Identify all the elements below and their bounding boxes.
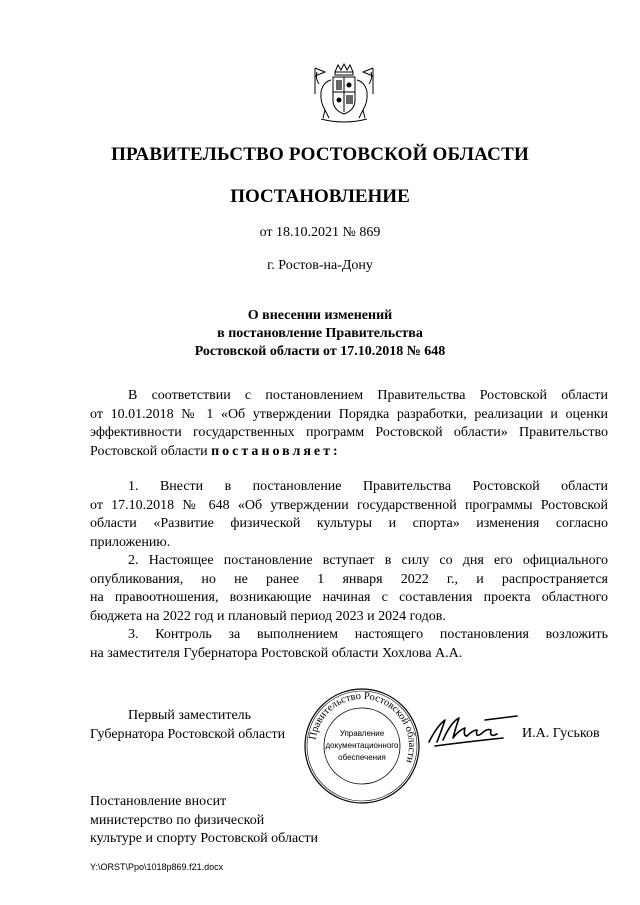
prepared-by-block	[90, 793, 318, 849]
handwritten-signature	[425, 712, 520, 752]
file-path-footer: Y:\ORST\Ppo\1018p869.f21.docx	[90, 862, 224, 872]
text-line: опубликования, но не ранее 1 января 2022 г., и распространяется	[90, 571, 608, 587]
document-date-number: от 18.10.2021 № 869	[259, 225, 381, 240]
text-line: от 10.01.2018 № 1 «Об утверждении Порядка разработки, реализации и оценки	[90, 406, 608, 422]
document-subject	[0, 307, 640, 361]
resolves-word: постановляет:	[211, 443, 341, 459]
prepared-by-line: министерство по физической	[90, 812, 265, 828]
prepared-by-line: культуре и спорту Ростовской области	[90, 831, 318, 847]
item-3-paragraph	[90, 626, 608, 663]
text-line: от 17.10.2018 № 648 «Об утверждении государственной программы Ростовской	[90, 497, 608, 513]
text-line: 1. Внести в постановление Правительства Ростовской области	[128, 479, 608, 494]
subject-line: О внесении изменений	[247, 308, 393, 323]
stamp-inner-line: документационного	[325, 741, 399, 750]
text-line	[90, 443, 608, 462]
stamp-ring-text: Правительство Ростовской области	[307, 690, 418, 765]
government-title: ПРАВИТЕЛЬСТВО РОСТОВСКОЙ ОБЛАСТИ	[111, 144, 529, 165]
text-line: на заместителя Губернатора Ростовской области Хохлова А.А.	[90, 645, 463, 661]
text-fragment: Ростовской области	[90, 443, 212, 459]
text-line: бюджета на 2022 год и плановый период 2023 и 2024 годов.	[90, 608, 446, 624]
item-2-paragraph	[90, 552, 608, 626]
text-line: приложению.	[90, 534, 171, 550]
text-line: 3. Контроль за выполнением настоящего постановления возложить	[128, 627, 608, 642]
document-city: г. Ростов-на-Дону	[267, 258, 373, 273]
text-line: 2. Настоящее постановление вступает в силу со дня его официального	[128, 553, 608, 568]
preamble-paragraph	[90, 387, 608, 461]
subject-line: в постановление Правительства	[217, 326, 423, 341]
stamp-inner-line: обеспечения	[338, 753, 386, 762]
text-line: В соответствии с постановлением Правительства Ростовской области	[128, 388, 608, 403]
position-line: Губернатора Ростовской области	[90, 726, 286, 742]
document-type: ПОСТАНОВЛЕНИЕ	[230, 186, 410, 207]
coat-of-arms-icon	[311, 62, 377, 124]
signatory-name: И.А. Гуськов	[522, 726, 600, 741]
text-line: области «Развитие физической культуры и спорта» изменения согласно	[90, 516, 608, 532]
prepared-by-line: Постановление вносит	[90, 794, 227, 809]
official-stamp	[302, 686, 422, 806]
position-line: Первый заместитель	[128, 708, 252, 723]
item-1-paragraph	[90, 478, 608, 552]
text-line: эффективности государственных программ Ростовской области» Правительство	[90, 425, 608, 441]
text-line: на правоотношения, возникающие начиная с составления проекта областного	[90, 590, 608, 606]
stamp-inner-line: Управление	[339, 729, 385, 738]
signatory-position	[90, 707, 285, 744]
subject-line: Ростовской области от 17.10.2018 № 648	[194, 344, 446, 359]
